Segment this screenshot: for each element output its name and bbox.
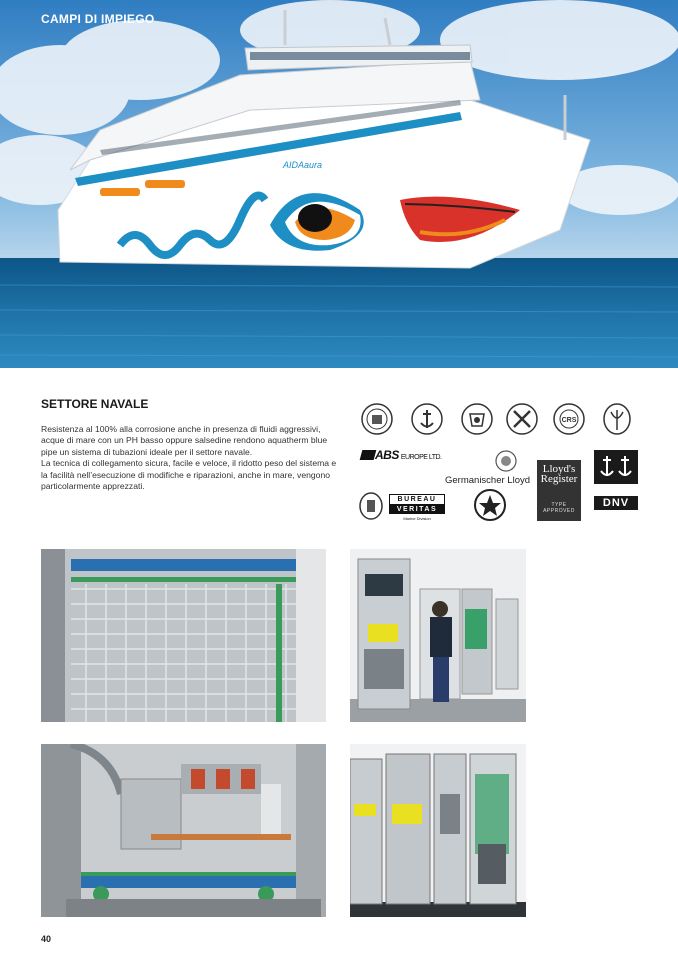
body-paragraph: La tecnica di collegamento sicura, facile e veloce, il ridotto peso del sistema e la facilità nell’esecuzione di modifiche e riparazioni, anche in mare, vengono particolarmente apprezzati. bbox=[41, 458, 337, 492]
lloyds-register-logo: Lloyd's Register TYPE APPROVED bbox=[537, 460, 581, 521]
photo-piping-cabinet bbox=[41, 744, 326, 917]
section-title: SETTORE NAVALE bbox=[41, 397, 149, 411]
germanischer-lloyd-text: Germanischer Lloyd bbox=[445, 475, 531, 486]
bv-seal-logo bbox=[358, 491, 384, 521]
gl-seal-logo bbox=[495, 450, 517, 472]
anchor-icon bbox=[594, 450, 638, 484]
ship-name: AIDAaura bbox=[283, 160, 323, 170]
photo-switchboard-grid bbox=[41, 549, 326, 722]
abs-eagle-icon bbox=[360, 450, 377, 460]
body-paragraph: Resistenza al 100% alla corrosione anche in presenza di fluidi aggressivi, acque di mare con un PH basso oppure salsedine rendono aquatherm blue pipe un sistema di tubazioni ideale per il settore navale. bbox=[41, 424, 328, 457]
hero-ship-photo bbox=[0, 0, 678, 368]
crossed-anchors-logo bbox=[505, 402, 539, 436]
section-tag: CAMPI DI IMPIEGO bbox=[41, 12, 155, 26]
svg-text:CRS: CRS bbox=[561, 417, 577, 424]
dnv-anchor-logo bbox=[594, 450, 638, 484]
certification-logos bbox=[355, 398, 645, 528]
page-number: 40 bbox=[41, 934, 52, 944]
photo-control-panels bbox=[350, 744, 526, 917]
crs-seal-logo bbox=[552, 402, 586, 436]
bureau-veritas-logo: BUREAU VERITAS Marine Division bbox=[389, 494, 445, 521]
anchor-seal-logo bbox=[410, 402, 444, 436]
seal-logo-1 bbox=[360, 402, 394, 436]
star-seal-logo bbox=[473, 488, 507, 522]
seal-logo-3 bbox=[460, 402, 494, 436]
dnv-text: DNV bbox=[594, 496, 638, 510]
section-body bbox=[41, 424, 341, 492]
crest-logo bbox=[601, 402, 633, 436]
abs-logo: ABS EUROPE LTD. bbox=[361, 448, 442, 462]
photo-technician-cabinets bbox=[350, 549, 526, 722]
